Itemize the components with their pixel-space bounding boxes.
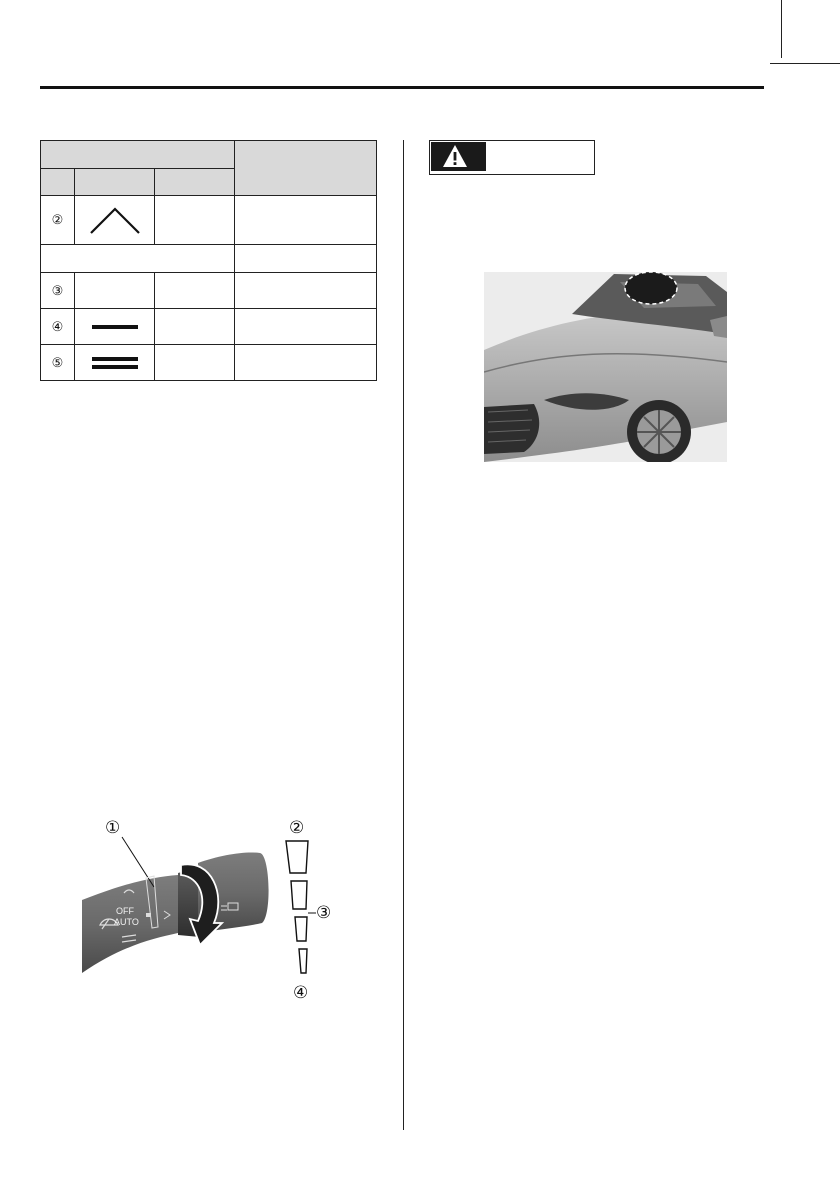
table-header-operation (235, 141, 377, 196)
table-row (41, 309, 377, 345)
column-divider (403, 140, 404, 1130)
row-operation (235, 309, 377, 345)
row-number: ⑤ (41, 345, 75, 381)
row-number: ③ (41, 273, 75, 309)
row-mode (155, 345, 235, 381)
row-operation (235, 196, 377, 245)
row-mode (155, 309, 235, 345)
header-rule (40, 86, 764, 89)
callout-3: ③ (316, 903, 332, 922)
crop-mark-vertical (781, 0, 782, 58)
table-header-group (41, 141, 235, 169)
table-row (41, 273, 377, 309)
table-row (41, 345, 377, 381)
double-line-icon (75, 345, 155, 381)
single-line-icon (75, 309, 155, 345)
callout-4: ④ (293, 983, 309, 1002)
table-header-num (41, 169, 75, 196)
callout-1: ① (105, 818, 121, 837)
chevron-up-icon (75, 196, 155, 245)
car-windshield-illustration (484, 272, 727, 462)
table-row (41, 245, 377, 273)
row-mode (155, 196, 235, 245)
label-auto: AUTO (114, 917, 139, 927)
wiper-position-table (40, 140, 377, 381)
label-off: OFF (116, 906, 134, 916)
intermittent-stage-markers (280, 815, 350, 1000)
table-header-mode (155, 169, 235, 196)
table-header-position (75, 169, 155, 196)
callout-2: ② (289, 818, 305, 837)
warning-icon (442, 144, 468, 168)
table-row (41, 196, 377, 245)
crop-mark-horizontal (770, 63, 840, 64)
row-number: ② (41, 196, 75, 245)
row-operation (235, 273, 377, 309)
row-number: ④ (41, 309, 75, 345)
row-note (41, 245, 235, 273)
row-operation (235, 345, 377, 381)
blank-icon (75, 273, 155, 309)
row-operation (235, 245, 377, 273)
row-mode (155, 273, 235, 309)
